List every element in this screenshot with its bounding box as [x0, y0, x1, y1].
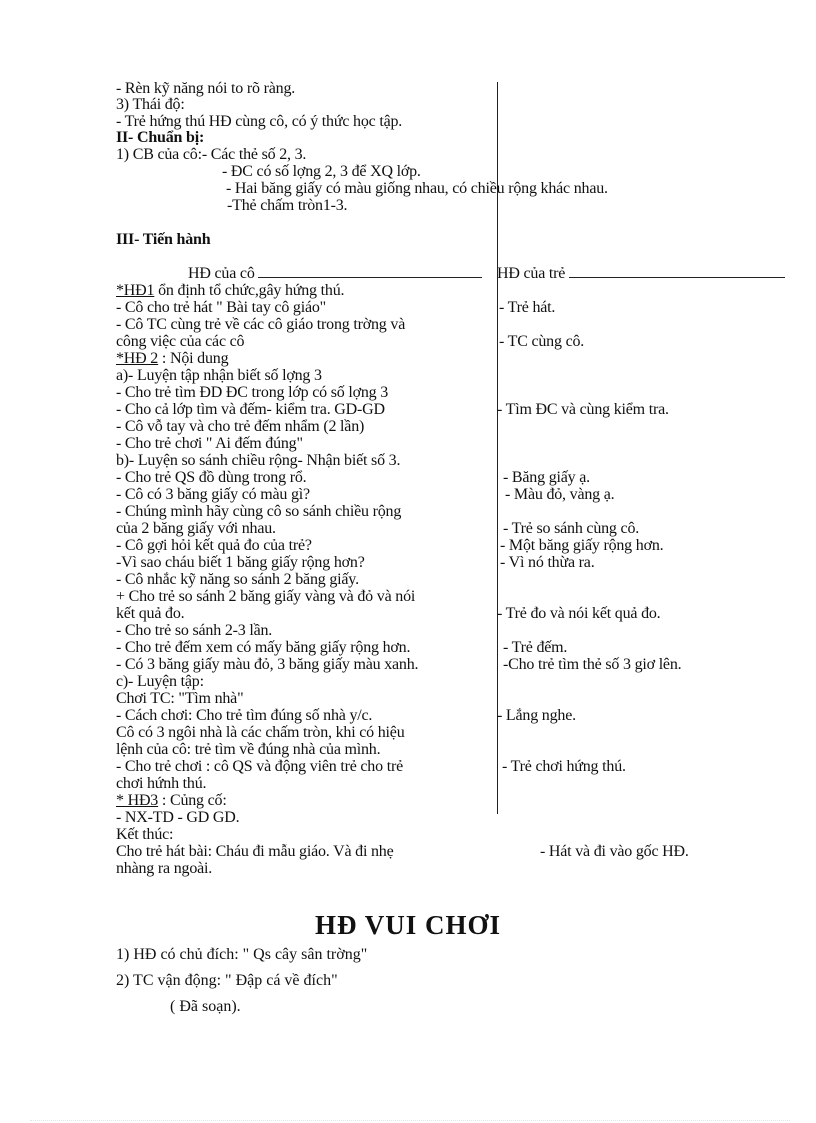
text-line: - Cho trẻ tìm ĐD ĐC trong lớp có số lợng 3: [116, 384, 389, 401]
header-blank-line: [258, 267, 482, 278]
child-activity-line: - TC cùng cô.: [499, 333, 585, 350]
text-line: - Cho trẻ chơi " Ai đếm đúng": [116, 435, 303, 452]
column-header-label: HĐ của trẻ: [497, 265, 566, 282]
text-line: - Cô có 3 băng giấy có màu gì?: [116, 486, 310, 503]
child-activity-line: - Tìm ĐC và cùng kiểm tra.: [497, 401, 669, 418]
text-line: Chơi TC: "Tìm nhà": [116, 690, 244, 707]
section-heading: III- Tiến hành: [116, 231, 211, 248]
text-line: Kết thúc:: [116, 826, 174, 843]
child-activity-line: - Băng giấy ạ.: [503, 469, 590, 486]
section-heading: II- Chuẩn bị:: [116, 129, 205, 146]
child-activity-line: - Màu đỏ, vàng ạ.: [505, 486, 615, 503]
child-activity-line: - Trẻ đếm.: [503, 639, 568, 656]
text-line: [116, 282, 344, 299]
activity-text: : Củng cố:: [158, 792, 227, 809]
activity-text: ổn định tổ chức,gây hứng thú.: [154, 282, 345, 299]
column-header-child: [497, 265, 785, 282]
text-line: - Có 3 băng giấy màu đỏ, 3 băng giấy màu xanh.: [116, 656, 419, 673]
text-line: - Cô cho trẻ hát " Bài tay cô giáo": [116, 299, 327, 316]
child-activity-line: - Một băng giấy rộng hơn.: [500, 537, 664, 554]
text-line: - Cô TC cùng trẻ về các cô giáo trong trờng và: [116, 316, 406, 333]
text-line: - Trẻ hứng thú HĐ cùng cô, có ý thức học tập.: [116, 113, 403, 130]
play-activity-item: 1) HĐ có chủ đích: " Qs cây sân trờng": [116, 946, 368, 963]
child-activity-line: - Vì nó thừa ra.: [500, 554, 595, 571]
child-activity-line: - Lắng nghe.: [497, 707, 576, 724]
activity-label: *HĐ1: [116, 282, 155, 299]
text-line: -Thẻ chấm tròn1-3.: [227, 197, 348, 214]
text-line: - Cô nhắc kỹ năng so sánh 2 băng giấy.: [116, 571, 359, 588]
play-activity-note: ( Đã soạn).: [170, 998, 241, 1015]
text-line: 1) CB của cô:- Các thẻ số 2, 3.: [116, 146, 307, 163]
text-line: - ĐC có số lợng 2, 3 để XQ lớp.: [222, 163, 421, 180]
play-activity-item: 2) TC vận động: " Đập cá về đích": [116, 972, 338, 989]
text-line: + Cho trẻ so sánh 2 băng giấy vàng và đỏ và nói: [116, 588, 416, 605]
text-line: chơi hứnh thú.: [116, 775, 207, 792]
text-line: [116, 792, 227, 809]
text-line: lệnh của cô: trẻ tìm về đúng nhà của mình.: [116, 741, 381, 758]
text-line: kết quả đo.: [116, 605, 185, 622]
activity-text: : Nội dung: [158, 350, 229, 367]
text-line: - Cho trẻ so sánh 2-3 lần.: [116, 622, 273, 639]
text-line: - Cho cả lớp tìm và đếm- kiểm tra. GD-GD: [116, 401, 385, 418]
text-line: - Cô gợi hỏi kết quả đo của trẻ?: [116, 537, 312, 554]
section-title: HĐ VUI CHƠI: [314, 910, 502, 940]
text-line: -Vì sao cháu biết 1 băng giấy rộng hơn?: [116, 554, 365, 571]
column-header-teacher: [188, 265, 482, 282]
text-line: - Cách chơi: Cho trẻ tìm đúng số nhà y/c.: [116, 707, 373, 724]
text-line: - Cho trẻ QS đồ dùng trong rổ.: [116, 469, 307, 486]
child-activity-line: -Cho trẻ tìm thẻ số 3 giơ lên.: [503, 656, 682, 673]
text-line: nhàng ra ngoài.: [116, 860, 213, 877]
text-line: - Hai băng giấy có màu giống nhau, có chiều rộng khác nhau.: [226, 180, 608, 197]
child-activity-line: - Hát và đi vào gốc HĐ.: [540, 843, 689, 860]
text-line: của 2 băng giấy với nhau.: [116, 520, 276, 537]
text-line: - Rèn kỹ năng nói to rõ ràng.: [116, 80, 296, 97]
text-line: - NX-TD - GD GD.: [116, 809, 240, 826]
text-line: - Cô vỗ tay và cho trẻ đếm nhẩm (2 lần): [116, 418, 365, 435]
text-line: - Cho trẻ đếm xem có mấy băng giấy rộng hơn.: [116, 639, 411, 656]
text-line: - Chúng mình hãy cùng cô so sánh chiều rộng: [116, 503, 402, 520]
child-activity-line: - Trẻ hát.: [499, 299, 556, 316]
text-line: a)- Luyện tập nhận biết số lợng 3: [116, 367, 322, 384]
text-line: - Cho trẻ chơi : cô QS và động viên trẻ cho trẻ: [116, 758, 403, 775]
text-line: b)- Luyện so sánh chiều rộng- Nhận biết số 3.: [116, 452, 401, 469]
activity-label: * HĐ3: [116, 792, 159, 809]
text-line: Cô có 3 ngôi nhà là các chấm tròn, khi có hiệu: [116, 724, 405, 741]
activity-label: *HĐ 2: [116, 350, 159, 367]
column-header-label: HĐ của cô: [188, 265, 255, 282]
child-activity-line: - Trẻ đo và nói kết quả đo.: [497, 605, 661, 622]
text-line: c)- Luyện tập:: [116, 673, 204, 690]
header-blank-line: [569, 267, 785, 278]
child-activity-line: - Trẻ so sánh cùng cô.: [503, 520, 640, 537]
text-line: [116, 350, 228, 367]
child-activity-line: - Trẻ chơi hứng thú.: [502, 758, 626, 775]
text-line: 3) Thái độ:: [116, 96, 185, 113]
text-line: công việc của các cô: [116, 333, 245, 350]
text-line: Cho trẻ hát bài: Cháu đi mẫu giáo. Và đi nhẹ: [116, 843, 394, 860]
page-bottom-dotted-rule: [30, 1120, 790, 1121]
